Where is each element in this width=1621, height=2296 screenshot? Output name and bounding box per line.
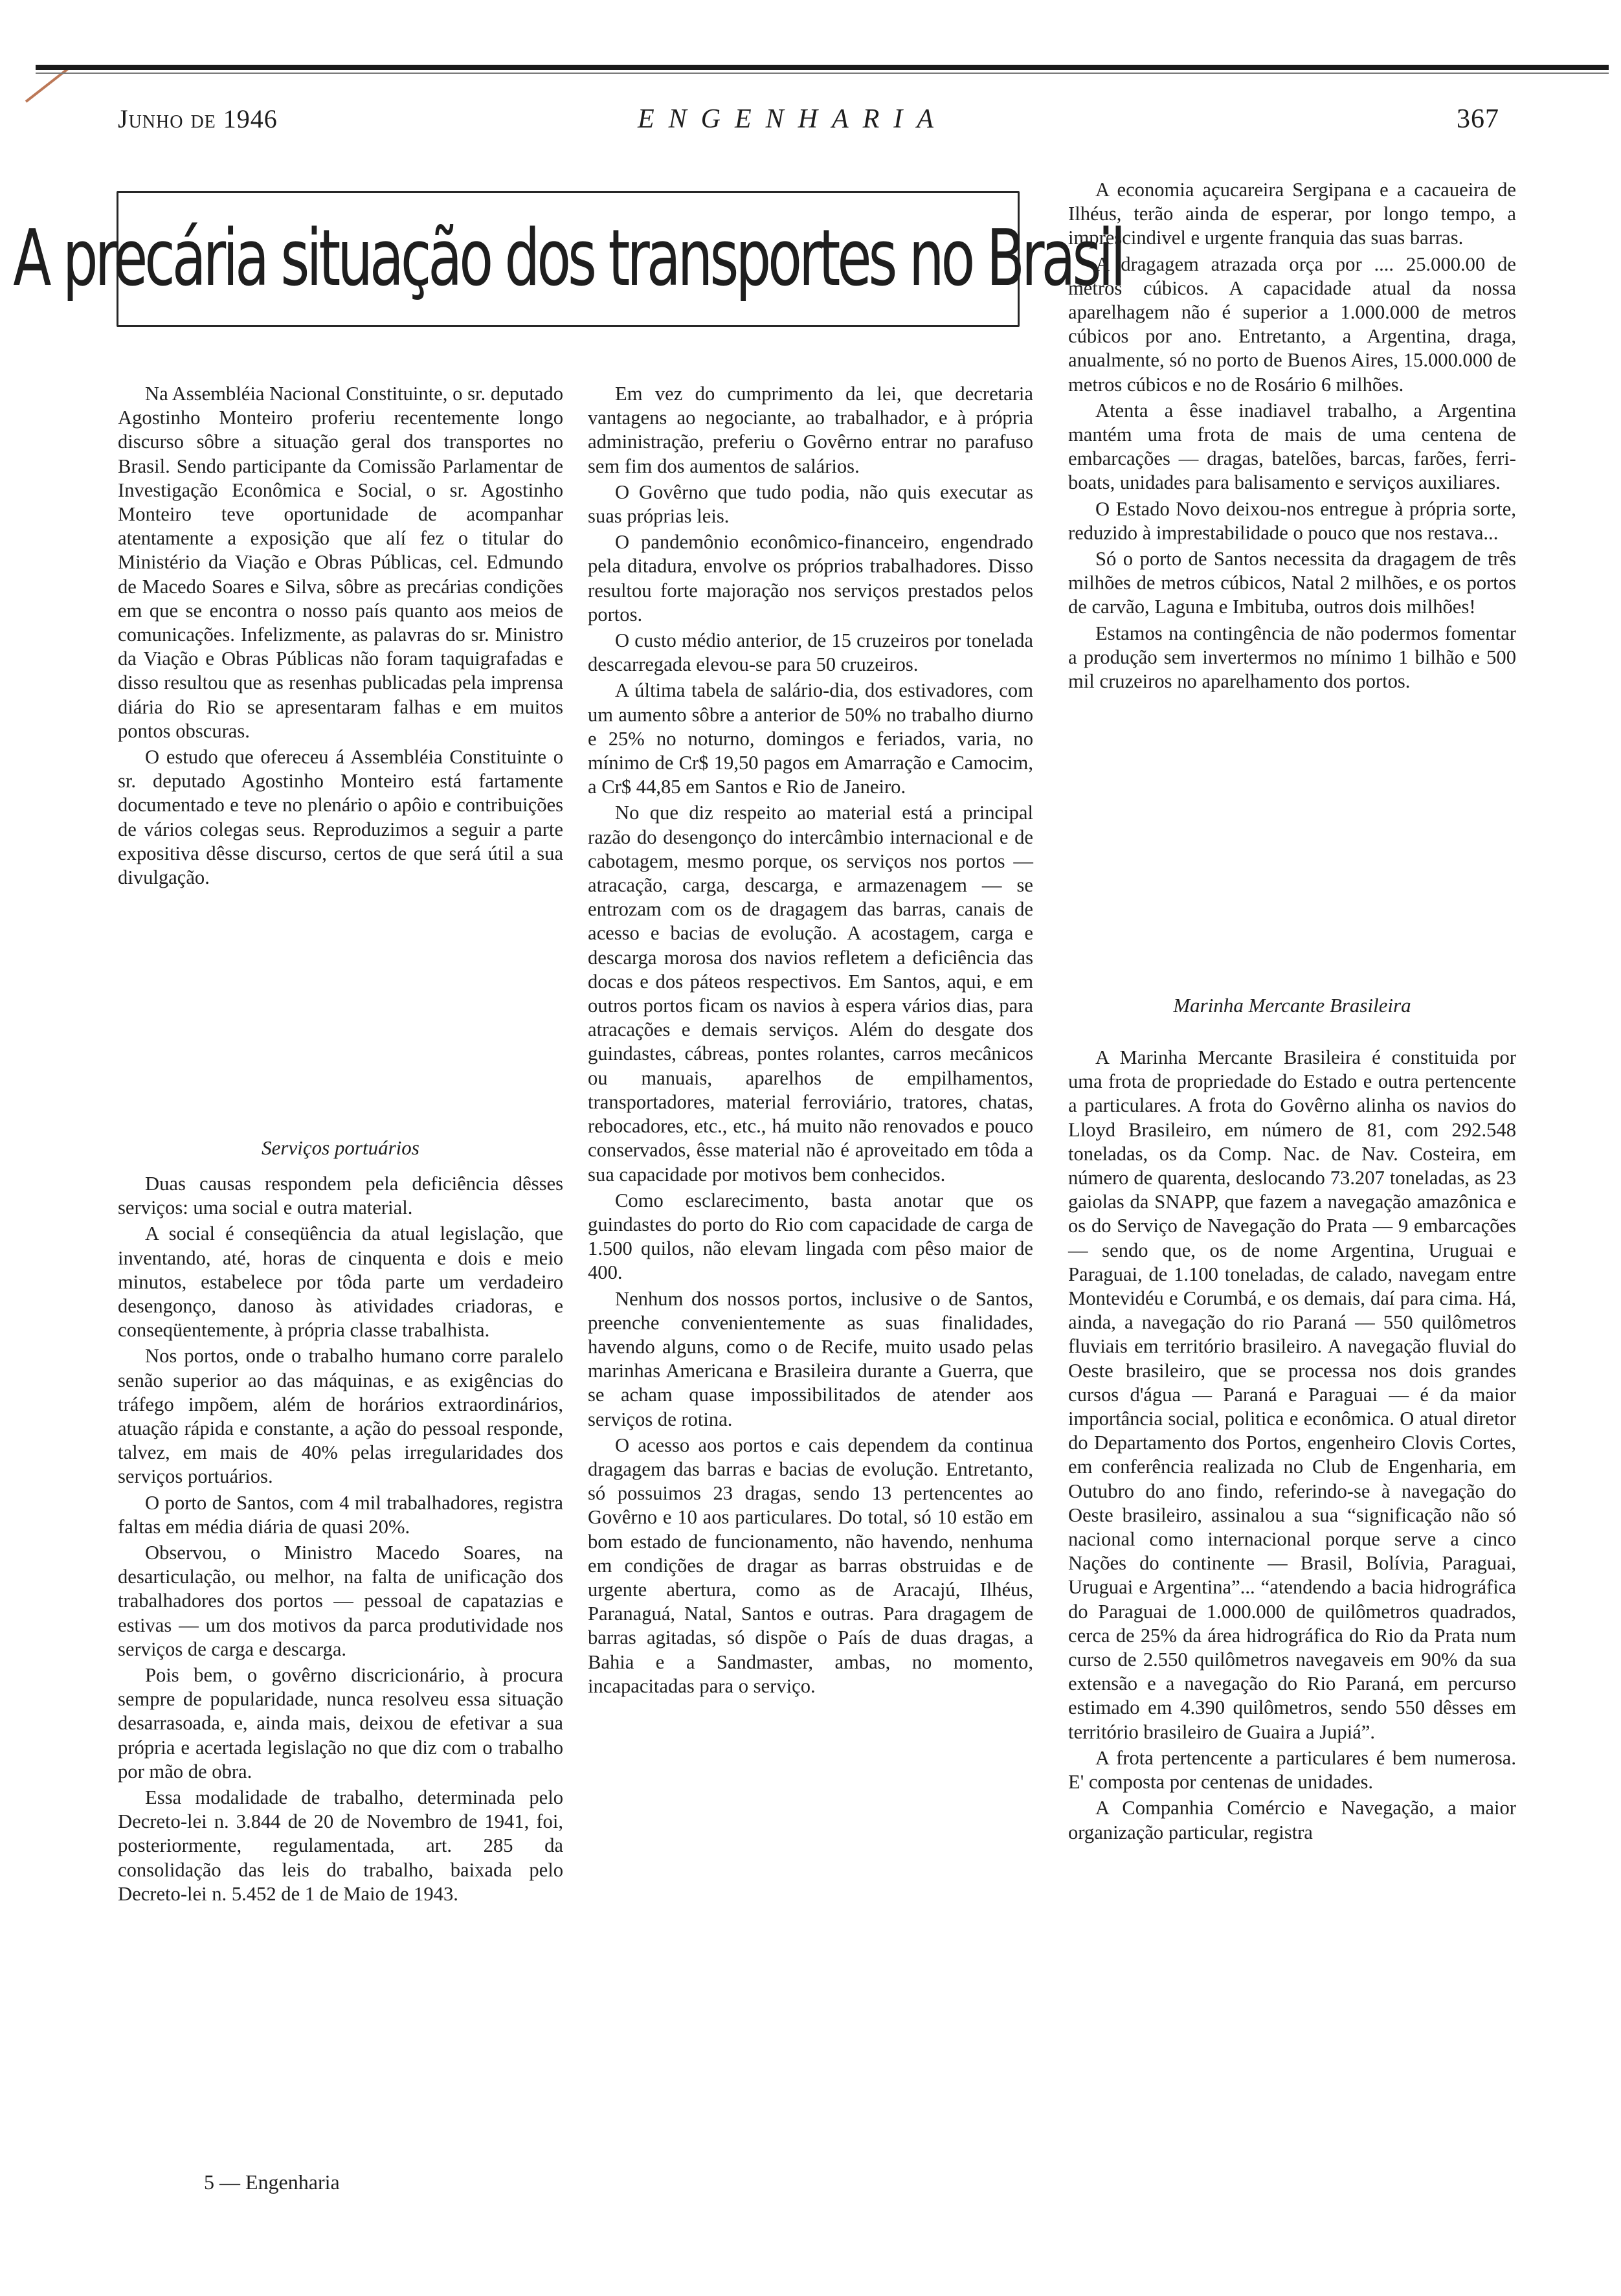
column-1-section (118, 1172, 563, 1906)
column-3-top (1068, 178, 1516, 693)
paragraph: O Estado Novo deixou-nos entregue à própria sorte, reduzido à imprestabilidade o pouco que nos restava... (1068, 497, 1516, 544)
paragraph: No que diz respeito ao material está a principal razão do desengonço do intercâmbio internacional e de cabotagem, mesmo porque, os serviços nos portos — atracação, carga, descarga, e armazenagem — se entrozam com os de dragagem das barras, canais de acesso e bacias de evolução. A acostagem, carga e descarga morosa dos navios refletem a deficiência das docas e dos páteos respectivos. Em Santos, aqui, e em outros portos ficam os navios à espera vários dias, para atracações e demais serviços. Além do desgate dos guindastes, cábreas, pontes rolantes, carros mecânicos ou manuais, aparelhos de empilhamentos, transportadores, material ferroviário, tratores, chatas, rebocadores, etc., etc., há muito não renovados e pouco conservados, êsse material não é aproveitado em tôda a sua capacidade por motivos bem conhecidos. (588, 802, 1033, 1186)
paragraph: O pandemônio econômico-financeiro, engendrado pela ditadura, envolve os próprios trabalhadores. Disso resultou forte majoração nos serviços prestados pelos portos. (588, 531, 1033, 625)
paragraph: A frota pertencente a particulares é bem numerosa. E' composta por centenas de unidades. (1068, 1746, 1516, 1794)
article-title-box (13, 191, 1123, 327)
paragraph: Observou, o Ministro Macedo Soares, na desarticulação, ou melhor, na falta de unificação dos trabalhadores dos portos — pessoal de capatazias e estivas — um dos motivos da parca produtividade nos serviços de carga e descarga. (118, 1542, 563, 1660)
paragraph: Em vez do cumprimento da lei, que decretaria vantagens ao negociante, ao trabalhador, e à própria administração, preferiu o Govêrno entrar no parafuso sem fim dos aumentos de salários. (588, 383, 1033, 477)
paragraph: Na Assembléia Nacional Constituinte, o sr. deputado Agostinho Monteiro proferiu recentemente longo discurso sôbre a situação geral dos transportes no Brasil. Sendo participante da Comissão Parlamentar de Investigação Econômica e Social, o sr. Agostinho Monteiro teve oportunidade de acompanhar atentamente a exposição que alí fez o titular do Ministério da Viação e Obras Públicas, cel. Edmundo de Macedo Soares e Silva, sôbre as precárias condições em que se encontra o nosso país quanto aos meios de comunicações. Infelizmente, as palavras do sr. Ministro da Viação e Obras Públicas não foram taquigrafadas e disso resultou que as resenhas publicadas pela imprensa diária do Rio se apresentaram falhas e em muitos pontos obscuras. (118, 383, 563, 742)
paragraph: Essa modalidade de trabalho, determinada pelo Decreto-lei n. 3.844 de 20 de Novembro de 1941, foi, posteriormente, regulamentada, art. 285 da consolidação das leis do trabalho, baixada pelo Decreto-lei n. 5.452 de 1 de Maio de 1943. (118, 1786, 563, 1905)
paragraph: A última tabela de salário-dia, dos estivadores, com um aumento sôbre a anterior de 50% no trabalho diurno e 25% no noturno, domingos e feriados, varia, no mínimo de Cr$ 19,50 pagos em Amarração e Camocim, a Cr$ 44,85 em Santos e Rio de Janeiro. (588, 679, 1033, 798)
paragraph: O custo médio anterior, de 15 cruzeiros por tonelada descarregada elevou-se para 50 cruzeiros. (588, 629, 1033, 676)
paragraph: Estamos na contingência de não podermos fomentar a produção sem invertermos no mínimo 1 bilhão e 500 mil cruzeiros no aparelhamento dos portos. (1068, 622, 1516, 693)
section-heading-marinha-mercante: Marinha Mercante Brasileira (1173, 994, 1411, 1017)
page-footer: 5 — Engenharia (204, 2170, 340, 2194)
column-2 (588, 382, 1033, 1698)
section-heading-servicos-portuarios: Serviços portuários (262, 1136, 419, 1159)
issue-date: Junho de 1946 (118, 104, 278, 133)
journal-name: ENGENHARIA (638, 104, 948, 134)
paragraph: A economia açucareira Sergipana e a cacaueira de Ilhéus, terão ainda de esperar, por longo tempo, a imprescindivel e urgente franquia das suas barras. (1068, 179, 1516, 249)
paragraph: Pois bem, o govêrno discricionário, à procura sempre de popularidade, nunca resolveu essa situação desarrasoada, e, ainda mais, deixou de efetivar a sua própria e acertada legislação no que diz com o trabalho por mão de obra. (118, 1664, 563, 1783)
paragraph: A Companhia Comércio e Navegação, a maior organização particular, registra (1068, 1797, 1516, 1843)
top-rule (36, 65, 1609, 70)
article-title: A precária situação dos transportes no Brasil (13, 214, 1123, 304)
paragraph: Como esclarecimento, basta anotar que os guindastes do porto do Rio com capacidade de carga de 1.500 quilos, não elevam lingada com pêso maior de 400. (588, 1189, 1033, 1284)
paragraph: A social é conseqüência da atual legislação, que inventando, até, horas de cinquenta e dois e meio minutos, estabelece por tôda parte um verdadeiro desengonço, danoso às atividades criadoras, e conseqüentemente, à própria classe trabalhista. (118, 1222, 563, 1342)
paragraph: O estudo que ofereceu á Assembléia Constituinte o sr. deputado Agostinho Monteiro está fartamente documentado e teve no plenário o apôio e contribuições de vários colegas seus. Reproduzimos a seguir a parte expositiva dêsse discurso, certos de que será útil a sua divulgação. (118, 746, 563, 889)
column-3-section (1068, 1046, 1516, 1845)
top-rule-thin (36, 73, 1609, 74)
column-1-intro (118, 382, 563, 890)
paragraph: Duas causas respondem pela deficiência dêsses serviços: uma social e outra material. (118, 1173, 563, 1219)
paragraph: Nenhum dos nossos portos, inclusive o de Santos, preenche convenientemente as suas finalidades, havendo alguns, como o de Recife, muito usado pelas marinhas Americana e Brasileira durante a Guerra, que se acham quase impossibilitados de atender aos serviços de rotina. (588, 1287, 1033, 1430)
paragraph: Só o porto de Santos necessita da dragagem de três milhões de metros cúbicos, Natal 2 milhões, e os portos de carvão, Laguna e Imbituba, outros dois milhões! (1068, 548, 1516, 618)
page-number: 367 (1457, 104, 1499, 134)
paragraph: A Marinha Mercante Brasileira é constituida por uma frota de propriedade do Estado e outra pertencente a particulares. A frota do Govêrno alinha os navios do Lloyd Brasileiro, em número de 81, com 292.548 toneladas, os da Comp. Nac. de Nav. Costeira, em número de quarenta, deslocando 73.207 toneladas, as 23 gaiolas da SNAPP, que fazem a navegação amazônica e os do Serviço de Navegação do Prata — 9 embarcações — sendo que, os de nome Argentina, Uruguai e Paraguai, de 1.100 toneladas, de calado, navegam entre Montevidéu e Corumbá, e os demais, daí para cima. Há, ainda, a navegação do rio Paraná — 550 quilômetros fluviais em território brasileiro. A navegação fluvial do Oeste brasileiro, que se processa nos dois grandes cursos d'água — Paraná e Paraguai — é da maior importância social, politica e econômica. O atual diretor do Departamento dos Portos, engenheiro Clovis Cortes, em conferência realizada no Club de Engenharia, em Outubro do ano findo, referindo-se à navegação do Oeste brasileiro, assinalou a sua “significação não só nacional como internacional porque serve a cinco Nações do continente — Brasil, Bolívia, Paraguai, Uruguai e Argentina”... “atendendo a bacia hidrográfica do Paraguai de 1.000.000 de quilômetros quadrados, cerca de 25% da área hidrográfica do Rio da Prata num curso de 2.550 quilômetros navegaveis em 90% da sua extensão e a navegação do Rio Paraná, em percurso estimado em 4.390 quilômetros, sendo 550 dêsses em território brasileiro de Guaira a Jupiá”. (1068, 1046, 1516, 1743)
paragraph: A dragagem atrazada orça por .... 25.000.00 de metros cúbicos. A capacidade atual da nossa aparelhagem não é superior a 1.000.000 de metros cúbicos por ano. Entretanto, a Argentina, draga, anualmente, só no porto de Buenos Aires, 15.000.000 de metros cúbicos e no de Rosário 6 milhões. (1068, 253, 1516, 396)
paragraph: O acesso aos portos e cais dependem da continua dragagem das barras e bacias de evolução. Entretanto, só possuimos 23 dragas, sendo 13 pertencentes ao Govêrno e 10 aos particulares. Do total, só 10 estão em bom estado de funcionamento, não havendo, nenhuma em condições de dragar as barras obstruidas e de urgente abertura, como as de Aracajú, Ilhéus, Paranaguá, Natal, Santos e outras. Para dragagem de barras agitadas, só dispõe o País de duas dragas, a Bahia e a Sandmaster, ambas, no momento, incapacitadas para o serviço. (588, 1434, 1033, 1697)
paragraph: Nos portos, onde o trabalho humano corre paralelo senão superior ao das máquinas, e as exigências do tráfego impõem, além de horários extraordinários, atuação rápida e constante, a ação do pessoal responde, talvez, em mais de 40% pelas irregularidades dos serviços portuários. (118, 1345, 563, 1488)
paragraph: O Govêrno que tudo podia, não quis executar as suas próprias leis. (588, 480, 1033, 528)
paragraph: Atenta a êsse inadiavel trabalho, a Argentina mantém uma frota de mais de uma centena de embarcações — dragas, batelões, barcas, farões, ferri-boats, unidades para balisamento e serviços auxiliares. (1068, 399, 1516, 494)
paragraph: O porto de Santos, com 4 mil trabalhadores, registra faltas em média diária de quasi 20%. (118, 1491, 563, 1538)
ink-mark (25, 65, 72, 102)
